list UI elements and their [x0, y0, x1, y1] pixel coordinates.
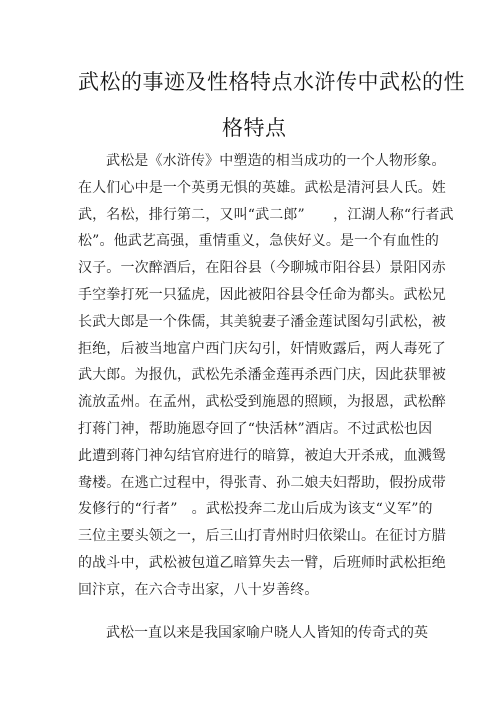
text-line: 回汴京，在六合寺出家，八十岁善终。 [78, 581, 319, 598]
text-line: 流放孟州。在孟州，武松受到施恩的照顾，为报恩，武松醉 [78, 394, 446, 411]
text-line: 发修行的“行者” 。武松投奔二龙山后成为该支“义军”的 [78, 501, 433, 518]
paragraph-1 [78, 148, 454, 604]
text-line: 松”。他武艺高强，重情重义，急侠好义。是一个有血性的 [78, 233, 440, 250]
text-line: 三位主要头领之一，后三山打青州时归依梁山。在征讨方腊 [78, 528, 446, 545]
text-line: 武大郎。为报仇，武松先杀潘金莲再杀西门庆，因此获罪被 [78, 367, 446, 384]
text-line: 手空拳打死一只猛虎，因此被阳谷县令任命为都头。武松兄 [78, 286, 446, 303]
text-line: 武松是《水浒传》中塑造的相当成功的一个人物形象。 [106, 153, 446, 169]
text-line: 此遭到蒋门神勾结官府进行的暗算，被迫大开杀戒，血溅鸳 [78, 447, 446, 464]
text-line: 在人们心中是一个英勇无惧的英雄。武松是清河县人氏。姓 [78, 179, 446, 196]
text-line: 的战斗中，武松被包道乙暗算失去一臂，后班师时武松拒绝 [78, 554, 446, 571]
text-line: 打蒋门神，帮助施恩夺回了“快活林”酒店。不过武松也因 [78, 420, 433, 437]
text-line: 长武大郎是一个侏儒，其美貌妻子潘金莲试图勾引武松，被 [78, 313, 446, 330]
text-line: 汉子。一次醉酒后，在阳谷县（今聊城市阳谷县）景阳冈赤 [78, 260, 446, 277]
text-line: 拒绝，后被当地富户西门庆勾引，奸情败露后，两人毒死了 [78, 340, 446, 357]
text-line: 武，名松，排行第二，又叫“武二郎” ，江湖人称“行者武 [78, 206, 454, 223]
paragraph-2-start: 武松一直以来是我国家喻户晓人人皆知的传奇式的英 [106, 625, 428, 641]
document-title-line-2: 格特点 [222, 116, 287, 140]
document-title-line-1: 武松的事迹及性格特点水浒传中武松的性 [78, 70, 465, 94]
text-line: 鸯楼。在逃亡过程中，得张青、孙二娘夫妇帮助，假扮成带 [78, 474, 446, 491]
